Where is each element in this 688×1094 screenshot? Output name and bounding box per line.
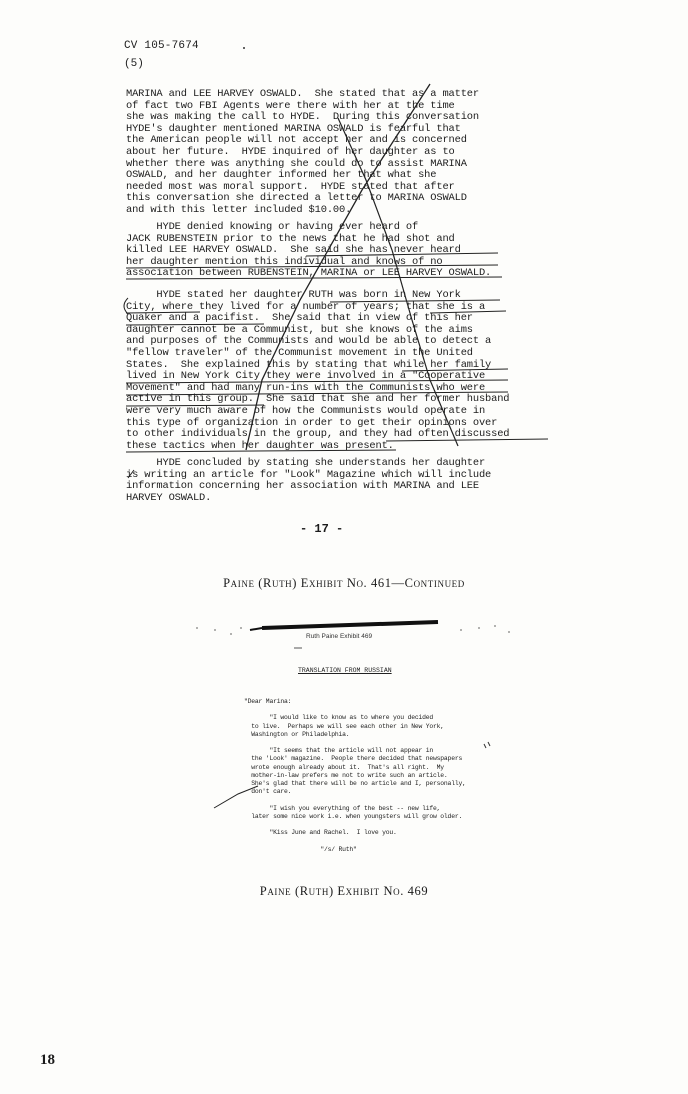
scan-specks-right <box>460 626 510 632</box>
memo-paragraph-1: MARINA and LEE HARVEY OSWALD. She stated that as a matter of fact two FBI Agents were there with her at the time she was making the call to HYDE. During this conversation HYDE's daughter mentioned MARINA OSWALD is fearful that the American people will not accept her and is concerned about her future. HYDE inquired of her daughter as to whether there was anything she could do to assist MARINA OSWALD, and her daughter informed her that what she needed most was moral support. HYDE stated that after this conversation she directed a letter to MARINA OSWALD and with this letter included $10.00. <box>126 88 479 216</box>
stray-dot <box>243 47 245 49</box>
memo-paragraph-4: HYDE concluded by stating she understands her daughter is writing an article for "Look" Magazine which will include information concerning her association with MARINA and LEE HARVEY OSWALD. <box>126 457 492 504</box>
page-folio: 18 <box>40 1052 55 1068</box>
memo-paragraph-2: HYDE denied knowing or having ever heard of JACK RUBENSTEIN prior to the news that he had shot and killed LEE HARVEY OSWALD. She said she has never heard her daughter mention this individual and knows of no association between RUBENSTEIN, MARINA or LEE HARVEY OSWALD. <box>126 221 492 280</box>
exhibit-469-caption: Paine (Ruth) Exhibit No. 469 <box>259 884 429 898</box>
exhibit-469-label: Ruth Paine Exhibit 469 <box>306 633 373 640</box>
smudge-tail <box>250 628 262 630</box>
file-number: CV 105-7674 <box>124 40 199 52</box>
translation-title: TRANSLATION FROM RUSSIAN <box>298 667 392 674</box>
memo-paragraph-3: HYDE stated her daughter RUTH was born in New York City, where they lived for a number of years; that she is a Quaker and a pacifist. She said that in view of this her daughter cannot be a Communist, but she knows of the aims and purposes of the Communists and would be able to detect a "fellow traveler" of the Communist movement in the United States. She explained this by stating that while her family lived in New York City they were involved in a "Cooperative Movement" and had many run-ins with the Communists who were active in this group. She said that she and her former husband were very much aware of how the Communists would operate in this type of organization in order to get their opinions over to other individuals in the group, and they had often discussed these tactics when her daughter was present. <box>126 289 510 452</box>
section-number: (5) <box>124 58 144 70</box>
scan-specks-left <box>196 628 242 634</box>
letter-text: "Dear Marina: "I would like to know as to where you decided to live. Perhaps we will see each other in New York, Washington or Philadelphia. "It seems that the article will not appear in the 'Look' magazine. People there decided that newspapers wrote enough already about it. That's all right. My mother-in-law prefers me not to write such an article. She's glad that there will be no article and I, personally, don't care. "I wish you everything of the best -- new life, later some nice work i.e. when youngsters will grow older. "Kiss June and Rachel. I love you. "/s/ Ruth" <box>244 698 466 853</box>
exhibit-461-caption: Paine (Ruth) Exhibit No. 461—Continued <box>223 576 465 590</box>
memo-page-number: - 17 - <box>300 522 344 536</box>
smudge-bar <box>262 622 438 628</box>
